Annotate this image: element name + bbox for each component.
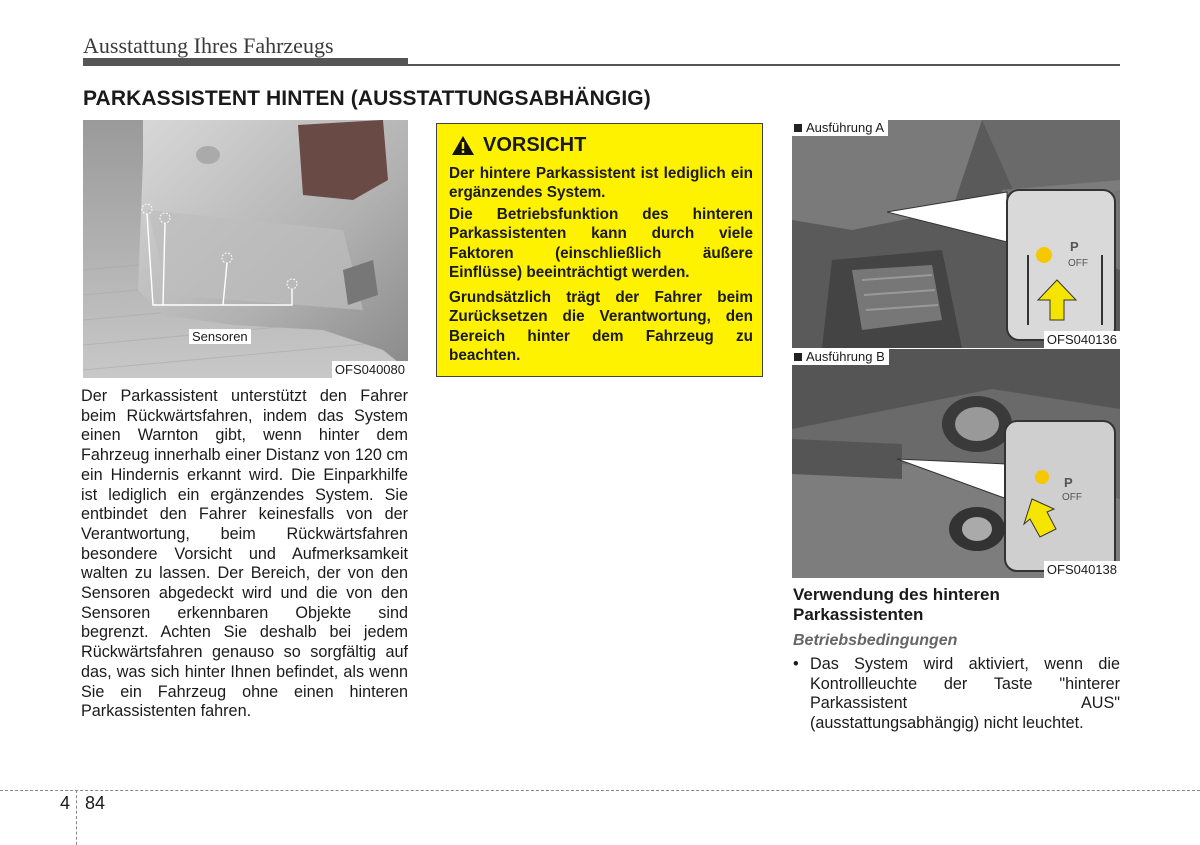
figure-code: OFS040080	[332, 361, 408, 378]
running-header: Ausstattung Ihres Fahrzeugs	[83, 33, 334, 58]
dashboard-b-illustration	[792, 349, 1120, 578]
section-title: PARKASSISTENT HINTEN (AUSSTATTUNGSABHÄNGIG)	[83, 87, 651, 110]
button-p-label: P	[1064, 475, 1073, 490]
chapter-number: 4	[60, 793, 71, 813]
header-rule-thick	[83, 58, 408, 66]
caution-box	[436, 123, 763, 377]
variant-a-label	[792, 120, 888, 136]
variant-marker-icon	[794, 353, 802, 361]
dashboard-a-illustration	[792, 120, 1120, 348]
intro-paragraph: Der Parkassistent unterstützt den Fahrer beim Rückwärtsfahren, indem das System einen Warnton gibt, wenn hinter dem Fahrzeug innerhalb einer Distanz von 120 cm ein Hindernis erkannt wird. Die Einparkhilfe ist lediglich ein ergänzendes System. Sie entbindet den Fahrer keinesfalls von der Verantwortung, beim Rückwärtsfahren besondere Vorsicht und Aufmerksamkeit walten zu lassen. Der Bereich, der von den Sensoren abgedeckt wird und die von den Sensoren erkennbaren Objekte sind begrenzt. Achten Sie deshalb bei jedem Rückwärtsfahren genauso so sorgfältig auf das, was sich hinter Ihnen befindet, als wenn Sie ein Fahrzeug ohne einen hinteren Parkassistenten fahren.	[81, 387, 408, 721]
caution-title	[451, 134, 586, 157]
variant-b-figure	[792, 349, 1120, 578]
usage-bullet-text: Das System wird aktiviert, wenn die Kontrollleuchte der Taste "hinterer Parkassistent AUS" (ausstattungsabhängig) nicht leuchtet.	[810, 655, 1120, 733]
caution-paragraph-3: Grundsätzlich trägt der Fahrer beim Zurücksetzen die Verantwortung, den Bereich hinter dem Fahrzeug zu beachten.	[449, 289, 753, 365]
usage-heading: Verwendung des hinteren Parkassistenten	[793, 585, 1000, 624]
variant-a-figure	[792, 120, 1120, 348]
button-off-label: OFF	[1062, 492, 1082, 503]
page-number: 84	[85, 793, 106, 813]
variant-a-text: Ausführung A	[806, 120, 885, 135]
variant-b-label	[792, 349, 889, 365]
usage-subheading: Betriebsbedingungen	[793, 632, 958, 649]
figure-code: OFS040138	[1044, 561, 1120, 578]
footer-rule	[0, 790, 1200, 791]
button-off-label: OFF	[1068, 258, 1088, 269]
caution-title-text: VORSICHT	[483, 134, 587, 156]
caution-paragraph-1: Der hintere Parkassistent ist lediglich ein ergänzendes System.	[449, 165, 753, 202]
figure-code: OFS040136	[1044, 331, 1120, 348]
button-p-label: P	[1070, 239, 1079, 254]
bullet-icon: •	[793, 655, 799, 673]
variant-marker-icon	[794, 124, 802, 132]
rear-bumper-figure	[83, 120, 408, 378]
variant-b-text: Ausführung B	[806, 349, 885, 364]
footer-divider	[76, 790, 77, 845]
header-rule-thin	[408, 64, 1120, 66]
warning-triangle-icon	[451, 135, 475, 156]
caution-paragraph-2: Die Betriebsfunktion des hinteren Parkassistenten kann durch viele Faktoren (einschließlich äußere Einflüsse) beeinträchtigt werden.	[449, 206, 753, 282]
sensor-callout: Sensoren	[189, 329, 251, 344]
